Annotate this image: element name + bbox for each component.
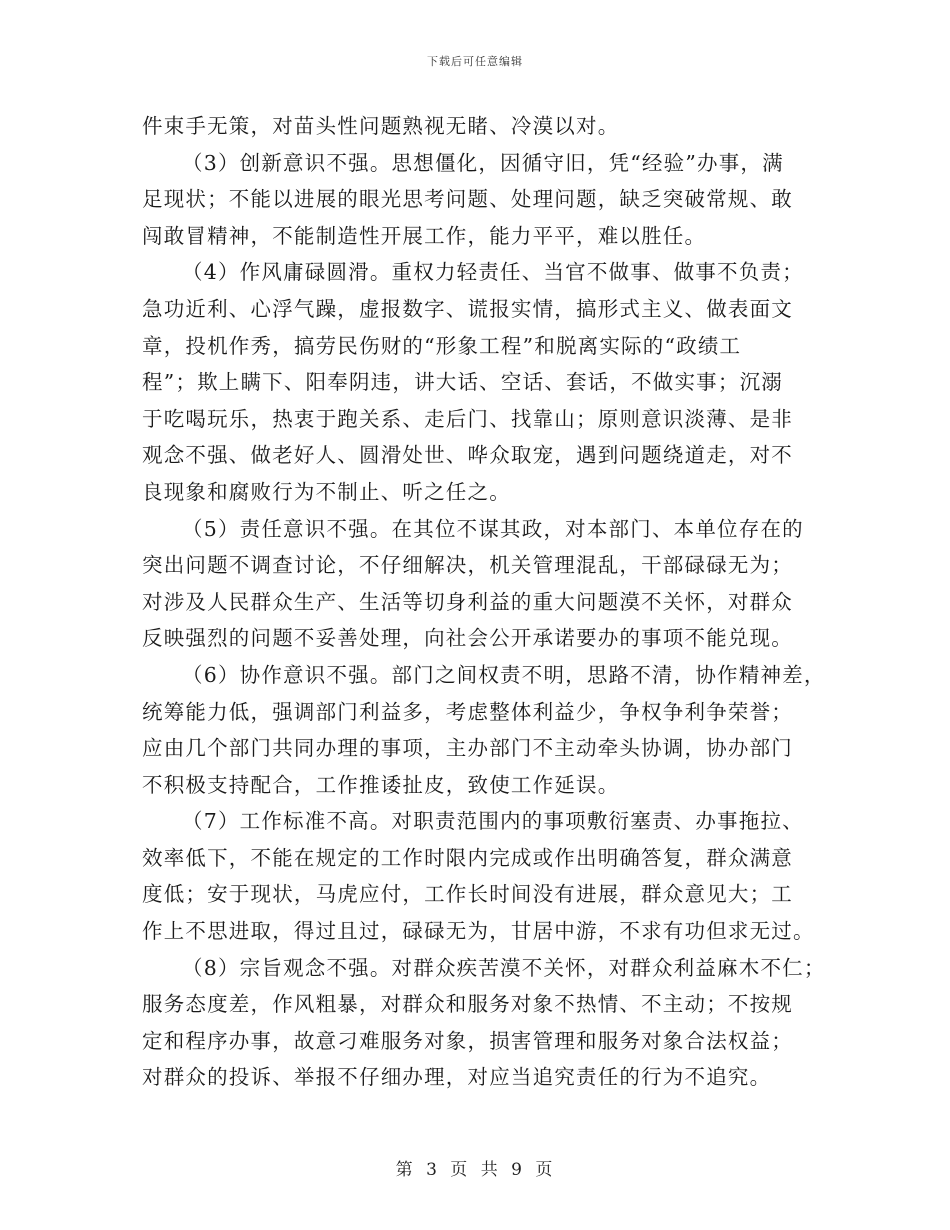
page-number-footer: 第 3 页 共 9 页: [395, 1160, 555, 1180]
text-line: 足现状；不能以进展的眼光思考问题、处理问题，缺乏突破常规、敢: [142, 187, 793, 212]
text-line: 章，投机作秀，搞劳民伤财的“形象工程”和脱离实际的“政绩工: [142, 333, 742, 358]
text-line: 作上不思进取，得过且过，碌碌无为，甘居中游，不求有功但求无过。: [142, 919, 815, 944]
text-line: 闯敢冒精神，不能制造性开展工作，能力平平，难以胜任。: [142, 223, 707, 248]
paragraph-6-start: （6）协作意识不强。部门之间权责不明，思路不清，协作精神差，: [182, 662, 826, 687]
text-line: 反映强烈的问题不妥善处理，向社会公开承诺要办的事项不能兑现。: [142, 626, 793, 651]
document-body: [142, 108, 826, 1096]
paragraph-3-start: （3）创新意识不强。思想僵化，因循守旧，凭“经验”办事，满: [182, 150, 784, 175]
text-line: 效率低下，不能在规定的工作时限内完成或作出明确答复，群众满意: [142, 845, 793, 870]
text-line: 对涉及人民群众生产、生活等切身利益的重大问题漠不关怀，对群众: [142, 589, 793, 614]
text-line: 统筹能力低，强调部门利益多，考虑整体利益少，争权争利争荣誉；: [142, 699, 793, 724]
paragraph-4-start: （4）作风庸碌圆滑。重权力轻责任、当官不做事、做事不负责；: [182, 260, 804, 285]
text-line: 度低；安于现状，马虎应付，工作长时间没有进展，群众意见大；工: [142, 882, 793, 907]
text-line: 观念不强、做老好人、圆滑处世、哗众取宠，遇到问题绕道走，对不: [142, 443, 793, 468]
text-line: 不积极支持配合，工作推诿扯皮，致使工作延误。: [142, 772, 620, 797]
paragraph-5-start: （5）责任意识不强。在其位不谋其政，对本部门、本单位存在的: [182, 516, 804, 541]
text-line: 件束手无策，对苗头性问题熟视无睹、冷漠以对。: [142, 114, 620, 138]
text-line: 定和程序办事，故意刁难服务对象，损害管理和服务对象合法权益；: [142, 1028, 793, 1053]
text-line: 服务态度差，作风粗暴，对群众和服务对象不热情、不主动；不按规: [142, 992, 793, 1017]
text-line: 突出问题不调查讨论，不仔细解决，机关管理混乱，干部碌碌无为；: [142, 553, 793, 578]
page-header-note: 下载后可任意编辑: [427, 55, 523, 68]
text-line: 于吃喝玩乐，热衷于跑关系、走后门、找靠山；原则意识淡薄、是非: [142, 406, 793, 431]
text-line: 良现象和腐败行为不制止、听之任之。: [142, 479, 511, 504]
paragraph-7-start: （7）工作标准不高。对职责范围内的事项敷衍塞责、办事拖拉、: [182, 809, 804, 834]
text-line: 应由几个部门共同办理的事项，主办部门不主动牵头协调，协办部门: [142, 736, 793, 761]
paragraph-8-start: （8）宗旨观念不强。对群众疾苦漠不关怀，对群众利益麻木不仁；: [182, 955, 826, 980]
text-line: 对群众的投诉、举报不仔细办理，对应当追究责任的行为不追究。: [142, 1065, 772, 1090]
text-line: 急功近利、心浮气躁，虚报数字、谎报实情，搞形式主义、做表面文: [142, 296, 793, 321]
text-line: 程”；欺上瞒下、阳奉阴违，讲大话、空话、套话，不做实事；沉溺: [142, 370, 783, 395]
